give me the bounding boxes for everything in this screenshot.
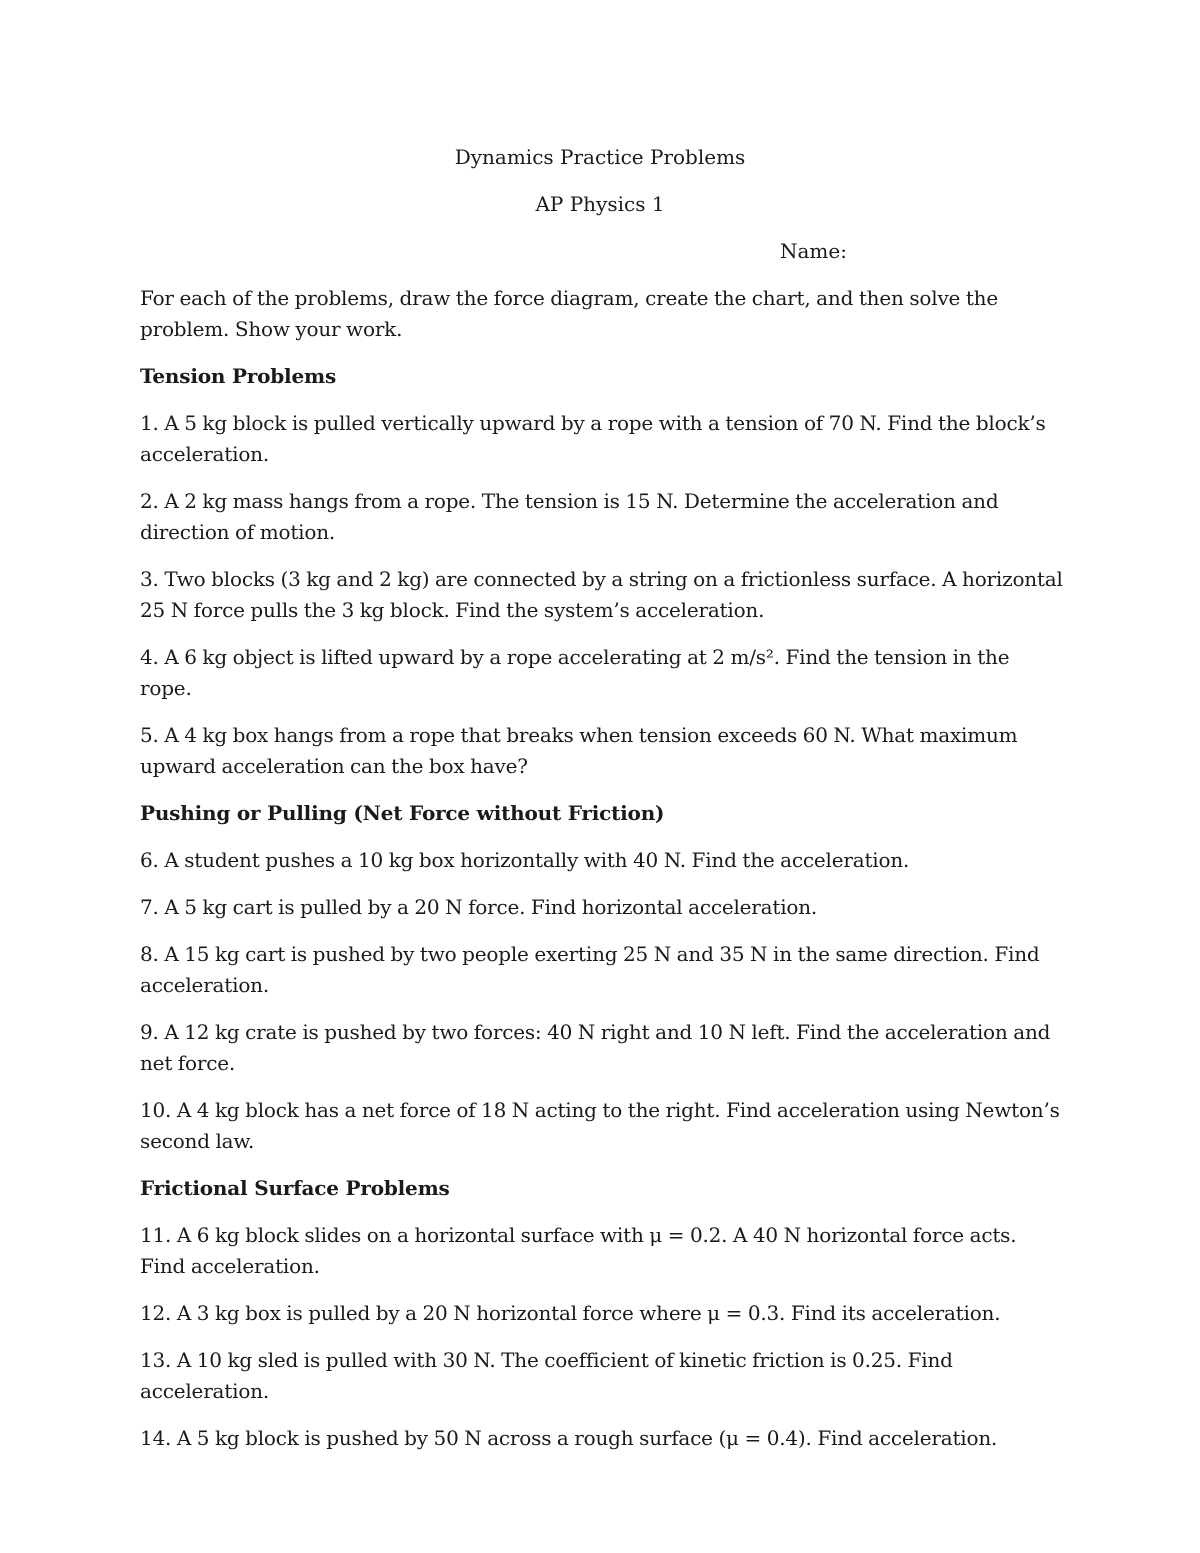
section-friction (140, 1173, 1065, 1454)
section-heading: Pushing or Pulling (Net Force without Friction) (140, 801, 665, 825)
problem-item: 6. A student pushes a 10 kg box horizontally with 40 N. Find the acceleration. (140, 848, 910, 872)
problem-item: 5. A 4 kg box hangs from a rope that breaks when tension exceeds 60 N. What maximum upward acceleration can the box have? (140, 723, 1018, 778)
problem-item: 7. A 5 kg cart is pulled by a 20 N force. Find horizontal acceleration. (140, 895, 818, 919)
page-subtitle: AP Physics 1 (535, 192, 665, 216)
problem-item: 1. A 5 kg block is pulled vertically upward by a rope with a tension of 70 N. Find the block’s acceleration. (140, 411, 1046, 466)
problem-item: 11. A 6 kg block slides on a horizontal surface with μ = 0.2. A 40 N horizontal force acts. Find acceleration. (140, 1223, 1017, 1278)
problem-item: 14. A 5 kg block is pushed by 50 N across a rough surface (μ = 0.4). Find acceleration. (140, 1426, 998, 1450)
problem-item: 9. A 12 kg crate is pushed by two forces: 40 N right and 10 N left. Find the acceleration and net force. (140, 1020, 1051, 1075)
section-tension (140, 361, 1065, 782)
problem-item: 8. A 15 kg cart is pushed by two people exerting 25 N and 35 N in the same direction. Find acceleration. (140, 942, 1040, 997)
section-heading: Tension Problems (140, 364, 336, 388)
problem-item: 3. Two blocks (3 kg and 2 kg) are connected by a string on a frictionless surface. A horizontal 25 N force pulls the 3 kg block. Find the system’s acceleration. (140, 567, 1063, 622)
section-net-force (140, 798, 1065, 1157)
problem-item: 12. A 3 kg box is pulled by a 20 N horizontal force where μ = 0.3. Find its acceleration. (140, 1301, 1001, 1325)
document-body (140, 283, 1065, 1470)
name-label: Name: (780, 239, 847, 263)
problem-item: 4. A 6 kg object is lifted upward by a rope accelerating at 2 m/s². Find the tension in the rope. (140, 645, 1010, 700)
problem-item: 2. A 2 kg mass hangs from a rope. The tension is 15 N. Determine the acceleration and direction of motion. (140, 489, 999, 544)
instructions: For each of the problems, draw the force diagram, create the chart, and then solve the problem. Show your work. (140, 286, 998, 341)
page-title: Dynamics Practice Problems (454, 145, 746, 169)
section-heading: Frictional Surface Problems (140, 1176, 450, 1200)
problem-item: 13. A 10 kg sled is pulled with 30 N. The coefficient of kinetic friction is 0.25. Find acceleration. (140, 1348, 953, 1403)
problem-item: 10. A 4 kg block has a net force of 18 N acting to the right. Find acceleration using Newton’s second law. (140, 1098, 1060, 1153)
